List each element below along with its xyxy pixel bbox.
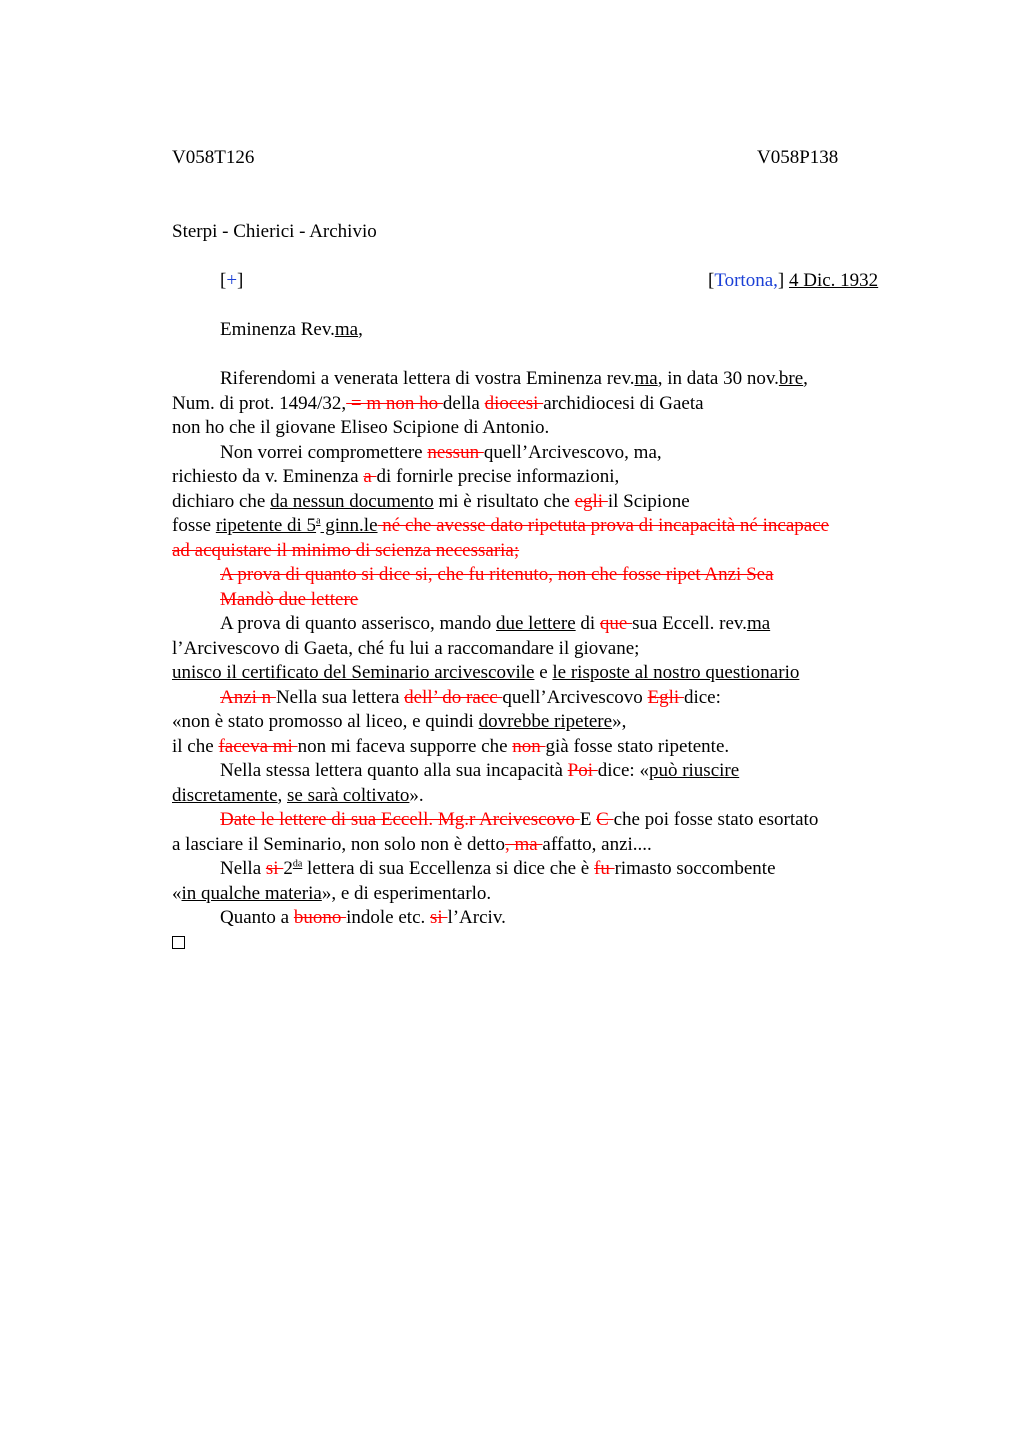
body-line-18: discretamente, se sarà coltivato». (172, 784, 424, 806)
body-line-11: A prova di quanto asserisco, mando due lettere di que sua Eccell. rev.ma (220, 613, 771, 634)
bracket-close: ] (777, 270, 785, 291)
body-line-22: «in qualche materia», e di esperimentarlo. (172, 882, 492, 904)
deleted-text: C (596, 809, 614, 830)
deleted-text: si (430, 907, 448, 928)
body-line-21: Nella si $2^{da}$ lettera di sua Eccellenza si dice che è fu rimasto soccombente (220, 858, 776, 879)
document-code-right: V058P138 (757, 147, 839, 168)
body-line-6: dichiaro che da nessun documento mi è risultato che egli il Scipione (172, 490, 690, 512)
deleted-text: nessun (427, 441, 484, 463)
deleted-text: né che avesse dato ripetuta prova di incapacità né incapace (377, 515, 830, 536)
salutation (220, 319, 363, 341)
body-line-3: non ho che il giovane Eliseo Scipione di Antonio. (172, 417, 550, 438)
body-line-8 (172, 539, 902, 564)
cross-mark (220, 270, 243, 292)
deleted-text: egli (574, 490, 608, 512)
body-line-1: Riferendomi a venerata lettera di vostra Eminenza rev.ma, in data 30 nov.bre, (220, 368, 808, 389)
place-date (708, 270, 878, 292)
deleted-text: ad acquistare il minimo di scienza necessaria; (172, 539, 520, 561)
body-line-17: Nella stessa lettera quanto alla sua incapacità Poi dice: «può riuscire (220, 760, 740, 781)
deleted-text: si (265, 858, 284, 879)
body-line-7: fosse ripetente di 5$^a$ ginn.le né che avesse dato ripetuta prova di incapacità né incapace (172, 515, 830, 536)
deleted-text: diocesi (484, 392, 544, 414)
body-line-10 (172, 588, 902, 613)
body-line-5: richiesto da v. Eminenza a di fornirle precise informazioni, (172, 466, 620, 487)
deleted-text: que (599, 613, 633, 634)
bracket-open: [ (708, 270, 715, 291)
body-line-16: il che faceva mi non mi faceva supporre che non già fosse stato ripetente. (172, 735, 730, 757)
salutation-end: , (358, 319, 363, 340)
salutation-text: Eminenza Rev. (220, 319, 335, 340)
body-line-12: l’Arcivescovo di Gaeta, ché fu lui a raccomandare il giovane; (172, 637, 640, 659)
deleted-text: A prova di quanto si dice si, che fu ritenuto, non che fosse ripet Anzi Sea (220, 564, 774, 585)
body-line-9 (172, 563, 902, 588)
place-name: Tortona, (714, 270, 778, 291)
deleted-text: Anzi n (220, 686, 276, 708)
body-line-14: Anzi n Nella sua lettera dell’ do racc quell’Arcivescovo Egli dice: (220, 686, 721, 708)
deleted-text: Poi (567, 760, 598, 781)
document-heading: Sterpi - Chierici - Archivio (172, 221, 377, 242)
cross-symbol: + (226, 270, 238, 291)
body-line-19: Date le lettere di sua Eccell. Mg.r Arcivescovo E C che poi fosse stato esortato (220, 809, 819, 830)
letter-body (172, 367, 902, 955)
deleted-text: dell’ do racc (404, 686, 503, 708)
deleted-text: = m non ho (346, 392, 443, 414)
deleted-text: faceva mi (218, 735, 298, 757)
deleted-text: , ma (504, 833, 543, 855)
body-line-end (172, 931, 902, 956)
body-line-23: Quanto a buono indole etc. si l’Arciv. (220, 907, 506, 928)
deleted-text: non (512, 735, 546, 757)
checkbox-icon (172, 936, 185, 949)
body-line-15: «non è stato promosso al liceo, e quindi dovrebbe ripetere», (172, 711, 627, 732)
body-line-2: Num. di prot. 1494/32, = m non ho della diocesi archidiocesi di Gaeta (172, 392, 704, 414)
salutation-abbr: ma (334, 319, 359, 340)
deleted-text: fu (594, 858, 615, 879)
deleted-text: Mandò due lettere (220, 588, 359, 610)
body-line-4: Non vorrei compromettere nessun quell’Arcivescovo, ma, (220, 441, 662, 463)
bracket-open: [ (220, 270, 227, 291)
document-code-left: V058T126 (172, 147, 255, 168)
deleted-text: Egli (647, 686, 684, 708)
bracket-close: ] (237, 270, 244, 291)
deleted-text: Date le lettere di sua Eccell. Mg.r Arcivescovo (220, 809, 580, 830)
body-line-20: a lasciare il Seminario, non solo non è detto, ma affatto, anzi.... (172, 833, 652, 855)
letter-date: 4 Dic. 1932 (788, 270, 879, 291)
deleted-text: a (363, 466, 377, 487)
body-line-13: unisco il certificato del Seminario arcivescovile e le risposte al nostro questionario (172, 662, 800, 683)
deleted-text: buono (293, 907, 347, 928)
